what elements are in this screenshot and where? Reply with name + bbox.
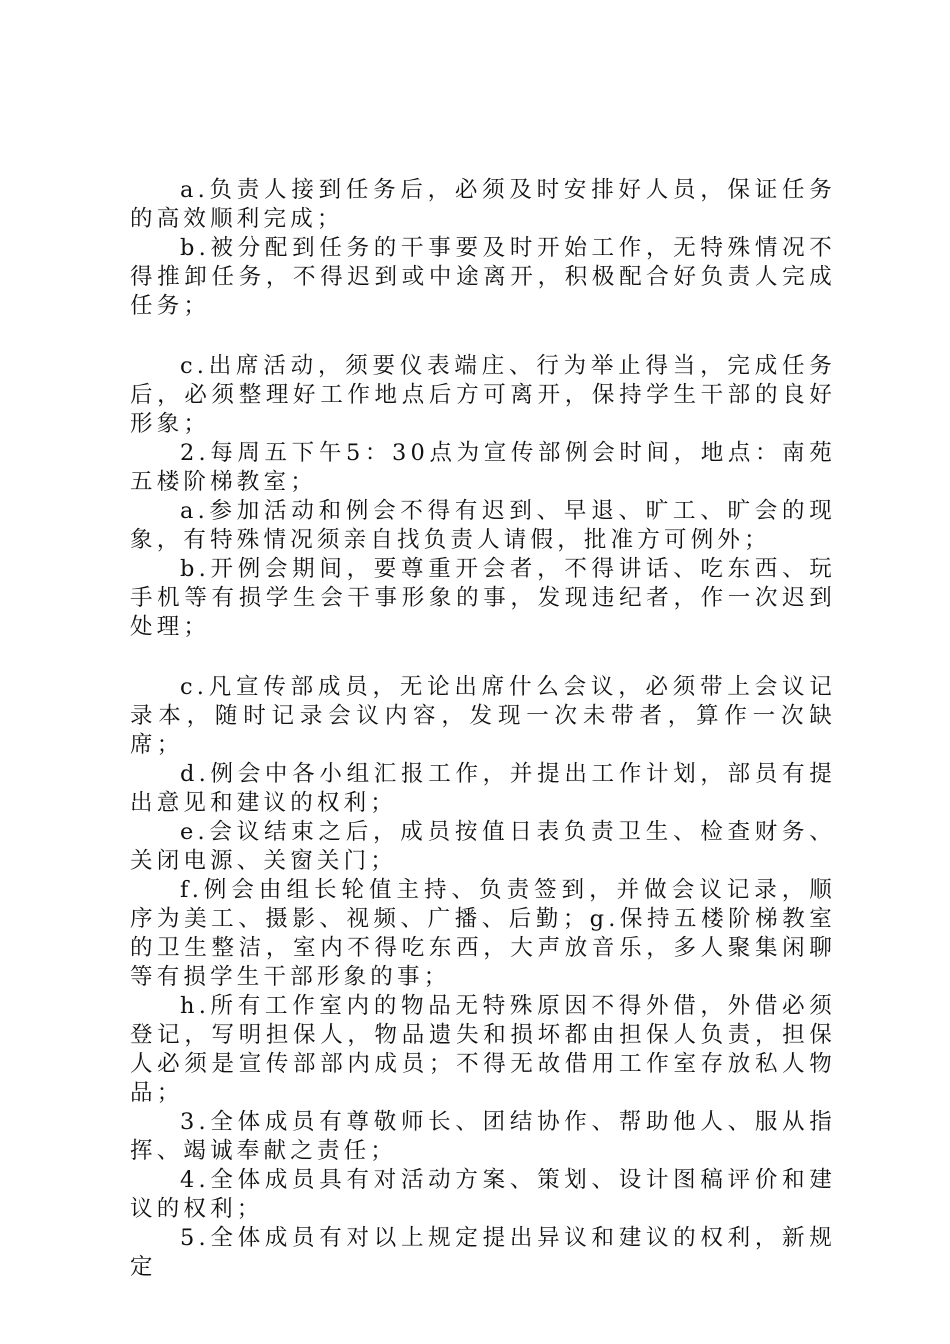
paragraph-a-task-assignment: a.负责人接到任务后，必须及时安排好人员，保证任务的高效顺利完成； [130, 177, 836, 232]
paragraph-5-objection-rights: 5.全体成员有对以上规定提出异议和建议的权利，新规定 [130, 1225, 836, 1280]
paragraph-spacer [130, 642, 836, 673]
paragraph-b-meeting-discipline: b.开例会期间，要尊重开会者，不得讲话、吃东西、玩手机等有损学生会干事形象的事，发现违纪者，作一次迟到处理； [130, 556, 836, 640]
paragraph-b-staff-duty: b.被分配到任务的干事要及时开始工作，无特殊情况不得推卸任务，不得迟到或中途离开，积极配合好负责人完成任务； [130, 235, 836, 319]
paragraph-c-meeting-notes: c.凡宣传部成员，无论出席什么会议，必须带上会议记录本，随时记录会议内容，发现一次未带者，算作一次缺席； [130, 674, 836, 758]
document-body [130, 176, 836, 1282]
paragraph-f-g-rotation-and-cleanliness: f.例会由组长轮值主持、负责签到，并做会议记录，顺序为美工、摄影、视频、广播、后勤；g.保持五楼阶梯教室的卫生整洁，室内不得吃东西，大声放音乐，多人聚集闲聊等有损学生干部形象的事； [130, 877, 836, 990]
paragraph-2-weekly-meeting: 2.每周五下午5：30点为宣传部例会时间，地点：南苑五楼阶梯教室； [130, 440, 836, 495]
paragraph-3-responsibilities: 3.全体成员有尊敬师长、团结协作、帮助他人、服从指挥、竭诚奉献之责任； [130, 1109, 836, 1164]
paragraph-d-group-reports: d.例会中各小组汇报工作，并提出工作计划，部员有提出意见和建议的权利； [130, 761, 836, 816]
paragraph-4-evaluation-rights: 4.全体成员具有对活动方案、策划、设计图稿评价和建议的权利； [130, 1167, 836, 1222]
paragraph-h-item-lending: h.所有工作室内的物品无特殊原因不得外借，外借必须登记，写明担保人，物品遗失和损坏都由担保人负责，担保人必须是宣传部部内成员；不得无故借用工作室存放私人物品； [130, 993, 836, 1106]
paragraph-c-event-conduct: c.出席活动，须要仪表端庄、行为举止得当，完成任务后，必须整理好工作地点后方可离开，保持学生干部的良好形象； [130, 353, 836, 437]
paragraph-e-after-meeting: e.会议结束之后，成员按值日表负责卫生、检查财务、关闭电源、关窗关门； [130, 819, 836, 874]
paragraph-a-attendance: a.参加活动和例会不得有迟到、早退、旷工、旷会的现象，有特殊情况须亲自找负责人请假，批准方可例外； [130, 498, 836, 553]
paragraph-spacer [130, 321, 836, 352]
